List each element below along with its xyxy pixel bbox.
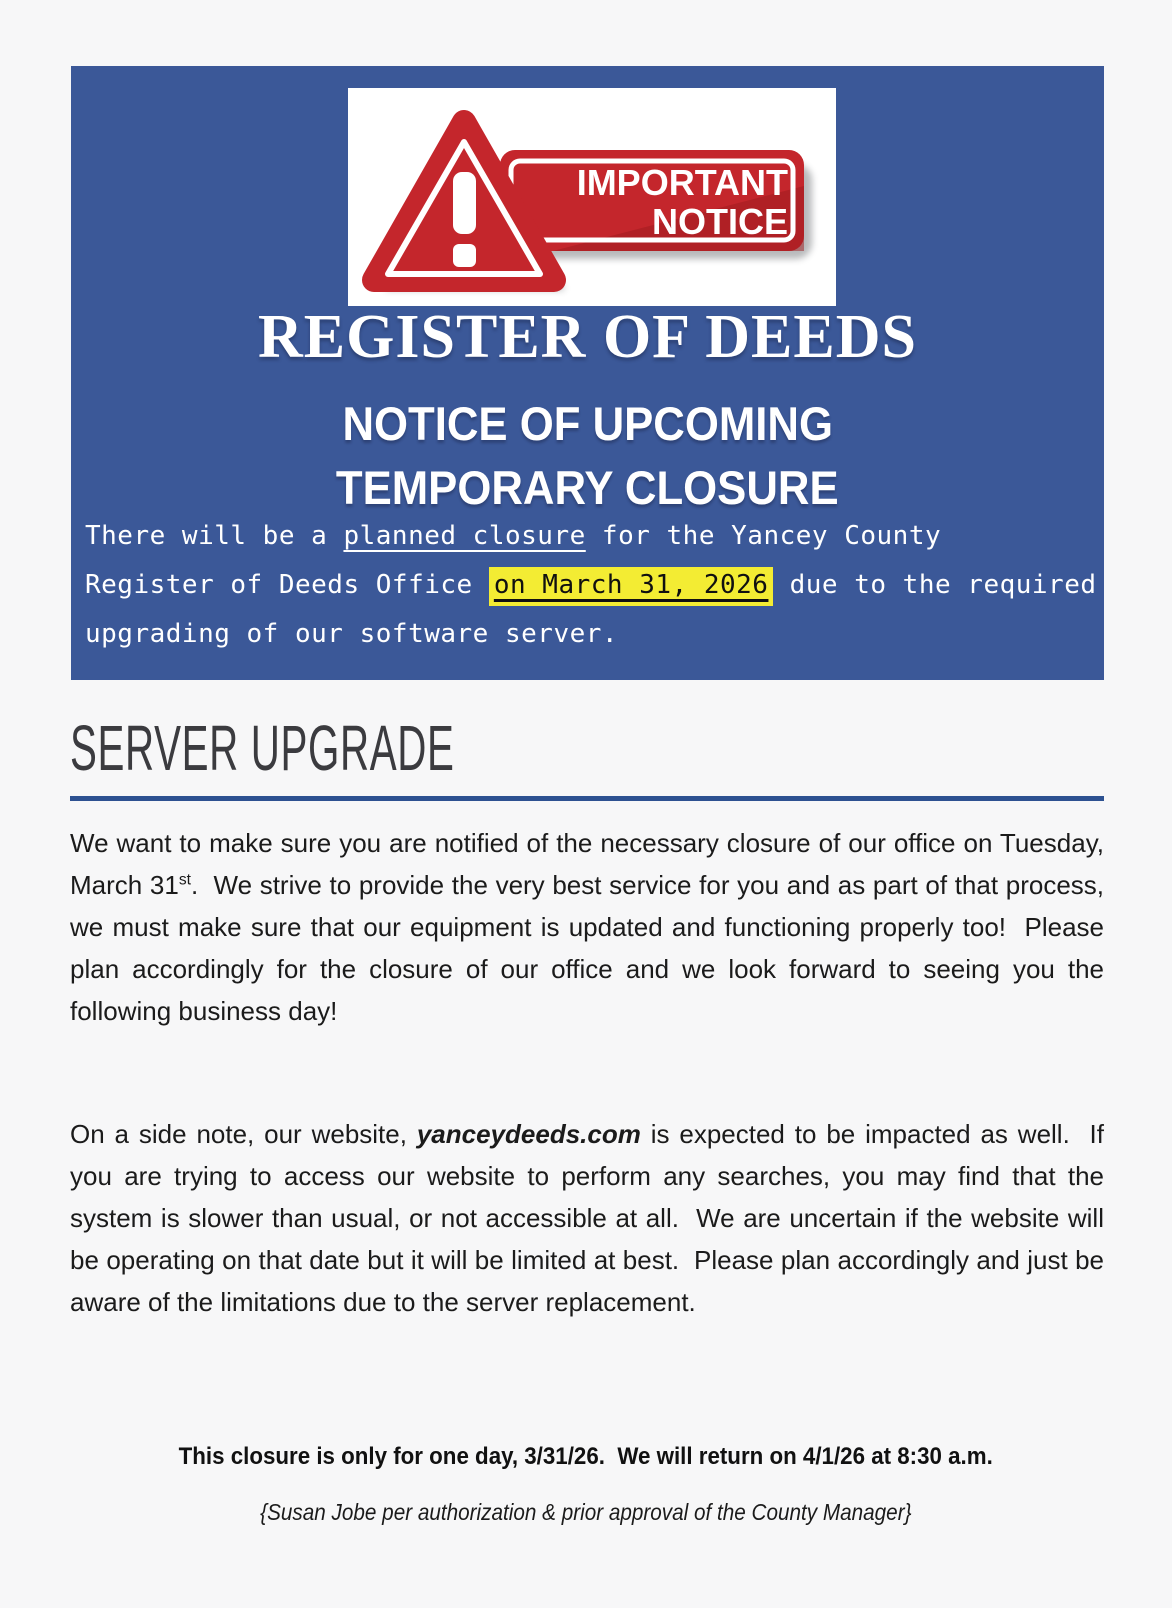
text-segment: We want to make sure you are notified of the necessary closure of our office on Tuesday, March 31 xyxy=(70,828,1104,900)
notice-badge xyxy=(500,150,812,259)
closing-statement xyxy=(0,1440,1172,1474)
text-segment: is expected to be impacted as well. If you are trying to access our website to perform any searches, you may find that the system is slower than usual, or not accessible at all. We are uncertain if the website will be operating on that date but it will be limited at best. Please plan accordingly and just be aware of the limitations due to the server replacement. xyxy=(70,1119,1104,1317)
closing-statement-text: This closure is only for one day, 3/31/26. We will return on 4/1/26 at 8:30 a.m. xyxy=(178,1443,994,1470)
banner-title: REGISTER OF DEEDS xyxy=(258,303,917,371)
banner-paragraph-line xyxy=(85,610,1095,659)
section-heading-text: SERVER UPGRADE xyxy=(70,712,455,784)
banner-subtitle-line2 xyxy=(71,458,1104,518)
text-segment: upgrading of our software server. xyxy=(85,619,619,649)
body-paragraph-1 xyxy=(70,822,1104,1032)
text-segment: for the Yancey County xyxy=(585,521,942,551)
banner-subtitle-line1 xyxy=(71,394,1104,454)
banner-paragraph xyxy=(85,512,1095,659)
heading-rule xyxy=(70,796,1104,801)
important-notice-icon xyxy=(348,88,836,306)
text-segment: . We strive to provide the very best service for you and as part of that process, we must make sure that our equipment is updated and functioning properly too! Please plan accordingly for the closure of our office and we look forward to seeing you the following business day! xyxy=(70,870,1104,1026)
section-heading xyxy=(70,710,680,786)
text-segment: due to the required xyxy=(773,570,1097,600)
body-paragraph-2 xyxy=(70,1113,1104,1323)
text-segment: There will be a xyxy=(85,521,344,551)
badge-text-important: IMPORTANT xyxy=(576,162,788,203)
banner-paragraph-line xyxy=(85,561,1095,610)
banner-subtitle-line1-text: NOTICE OF UPCOMING xyxy=(342,397,833,450)
banner-paragraph-line xyxy=(85,512,1095,561)
important-notice-graphic xyxy=(348,88,836,306)
text-segment: yanceydeeds.com xyxy=(416,1119,641,1149)
authorization-note xyxy=(0,1496,1172,1528)
text-segment: Register of Deeds Office xyxy=(85,570,489,600)
text-segment: planned closure xyxy=(343,521,586,551)
badge-text-notice: NOTICE xyxy=(651,201,788,242)
banner-subtitle-line2-text: TEMPORARY CLOSURE xyxy=(336,461,839,514)
banner xyxy=(71,66,1104,680)
text-segment: On a side note, our website, xyxy=(70,1119,417,1149)
authorization-note-text: {Susan Jobe per authorization & prior approval of the County Manager} xyxy=(260,1499,912,1525)
text-segment: st xyxy=(178,871,191,889)
text-segment: on March 31, 2026 xyxy=(489,567,774,606)
